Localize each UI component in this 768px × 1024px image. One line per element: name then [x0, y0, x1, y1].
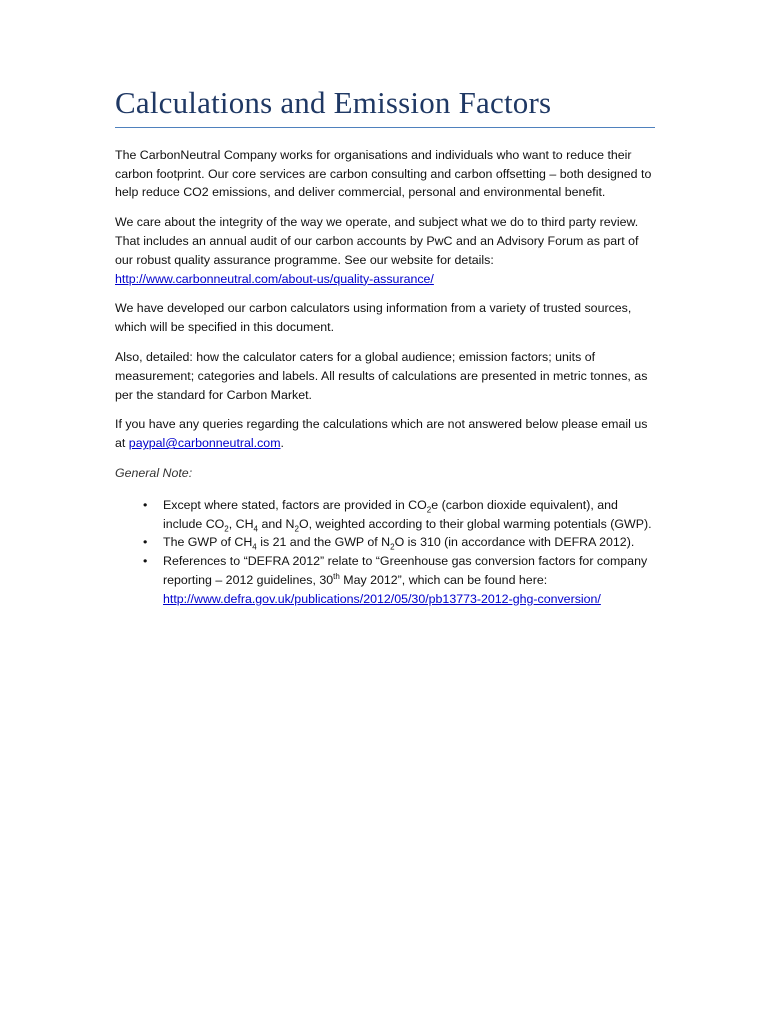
subscript: 4 — [253, 523, 258, 533]
superscript: th — [333, 571, 340, 581]
bullet3-text-a: References to “DEFRA 2012” relate to “Greenhouse gas conversion factors for company reporting – 2012 guidelines, 30 — [163, 554, 648, 587]
bullet1-text-e: O, weighted according to their global warming potentials (GWP). — [298, 516, 652, 531]
notes-list — [115, 496, 655, 609]
bullet1-text-c: , CH — [228, 516, 254, 531]
details-paragraph: Also, detailed: how the calculator caters for a global audience; emission factors; units of measurement; categories and labels. All results of calculations are presented in metric tonnes, as per the standard for Carbon Market. — [115, 349, 648, 402]
subscript: 4 — [252, 542, 257, 552]
bullet2-text-b: is 21 and the GWP of N — [256, 535, 391, 550]
intro-paragraph: The CarbonNeutral Company works for organisations and individuals who want to reduce their carbon footprint. Our core services are carbon consulting and carbon offsetting – both designed to help reduce CO2 emissions, and deliver commercial, personal and environmental benefit. — [115, 147, 652, 200]
queries-paragraph — [115, 415, 655, 453]
bullet1-text-a: Except where stated, factors are provided in CO — [163, 497, 427, 512]
list-item — [115, 552, 655, 608]
integrity-text: We care about the integrity of the way we operate, and subject what we do to third party review. That includes an annual audit of our carbon accounts by PwC and an Advisory Forum as part of our robust quality assurance programme. See our website for details: — [115, 215, 639, 267]
subscript: 2 — [426, 505, 432, 515]
bullet1-text-d: and N — [258, 516, 295, 531]
general-note-label: General Note: — [115, 465, 193, 480]
defra-link[interactable]: http://www.defra.gov.uk/publications/2012/05/30/pb13773-2012-ghg-conversion/ — [163, 591, 601, 606]
bullet1-text-b: e (carbon dioxide equivalent), and include CO — [163, 497, 618, 531]
page-title: Calculations and Emission Factors — [115, 85, 552, 120]
list-item — [115, 533, 655, 552]
bullet-icon: • — [143, 497, 148, 512]
bullet3-text-b: May 2012”, which can be found here: — [339, 572, 548, 587]
subscript: 2 — [390, 542, 395, 552]
queries-end: . — [280, 436, 284, 451]
integrity-paragraph — [115, 213, 655, 288]
list-item — [115, 496, 655, 534]
title-divider — [115, 127, 655, 128]
quality-assurance-link[interactable]: http://www.carbonneutral.com/about-us/quality-assurance/ — [115, 271, 434, 286]
email-link[interactable]: paypal@carbonneutral.com — [128, 436, 281, 451]
bullet-icon: • — [143, 535, 148, 550]
bullet2-text-c: O is 310 (in accordance with DEFRA 2012). — [394, 535, 635, 550]
subscript: 2 — [224, 523, 229, 533]
queries-text: If you have any queries regarding the calculations which are not answered below please email us at — [115, 417, 648, 451]
sources-paragraph: We have developed our carbon calculators using information from a variety of trusted sources, which will be specified in this document. — [115, 301, 632, 335]
bullet2-text-a: The GWP of CH — [163, 535, 253, 550]
bullet-icon: • — [143, 554, 148, 569]
document-page — [115, 84, 655, 608]
subscript: 2 — [294, 523, 299, 533]
